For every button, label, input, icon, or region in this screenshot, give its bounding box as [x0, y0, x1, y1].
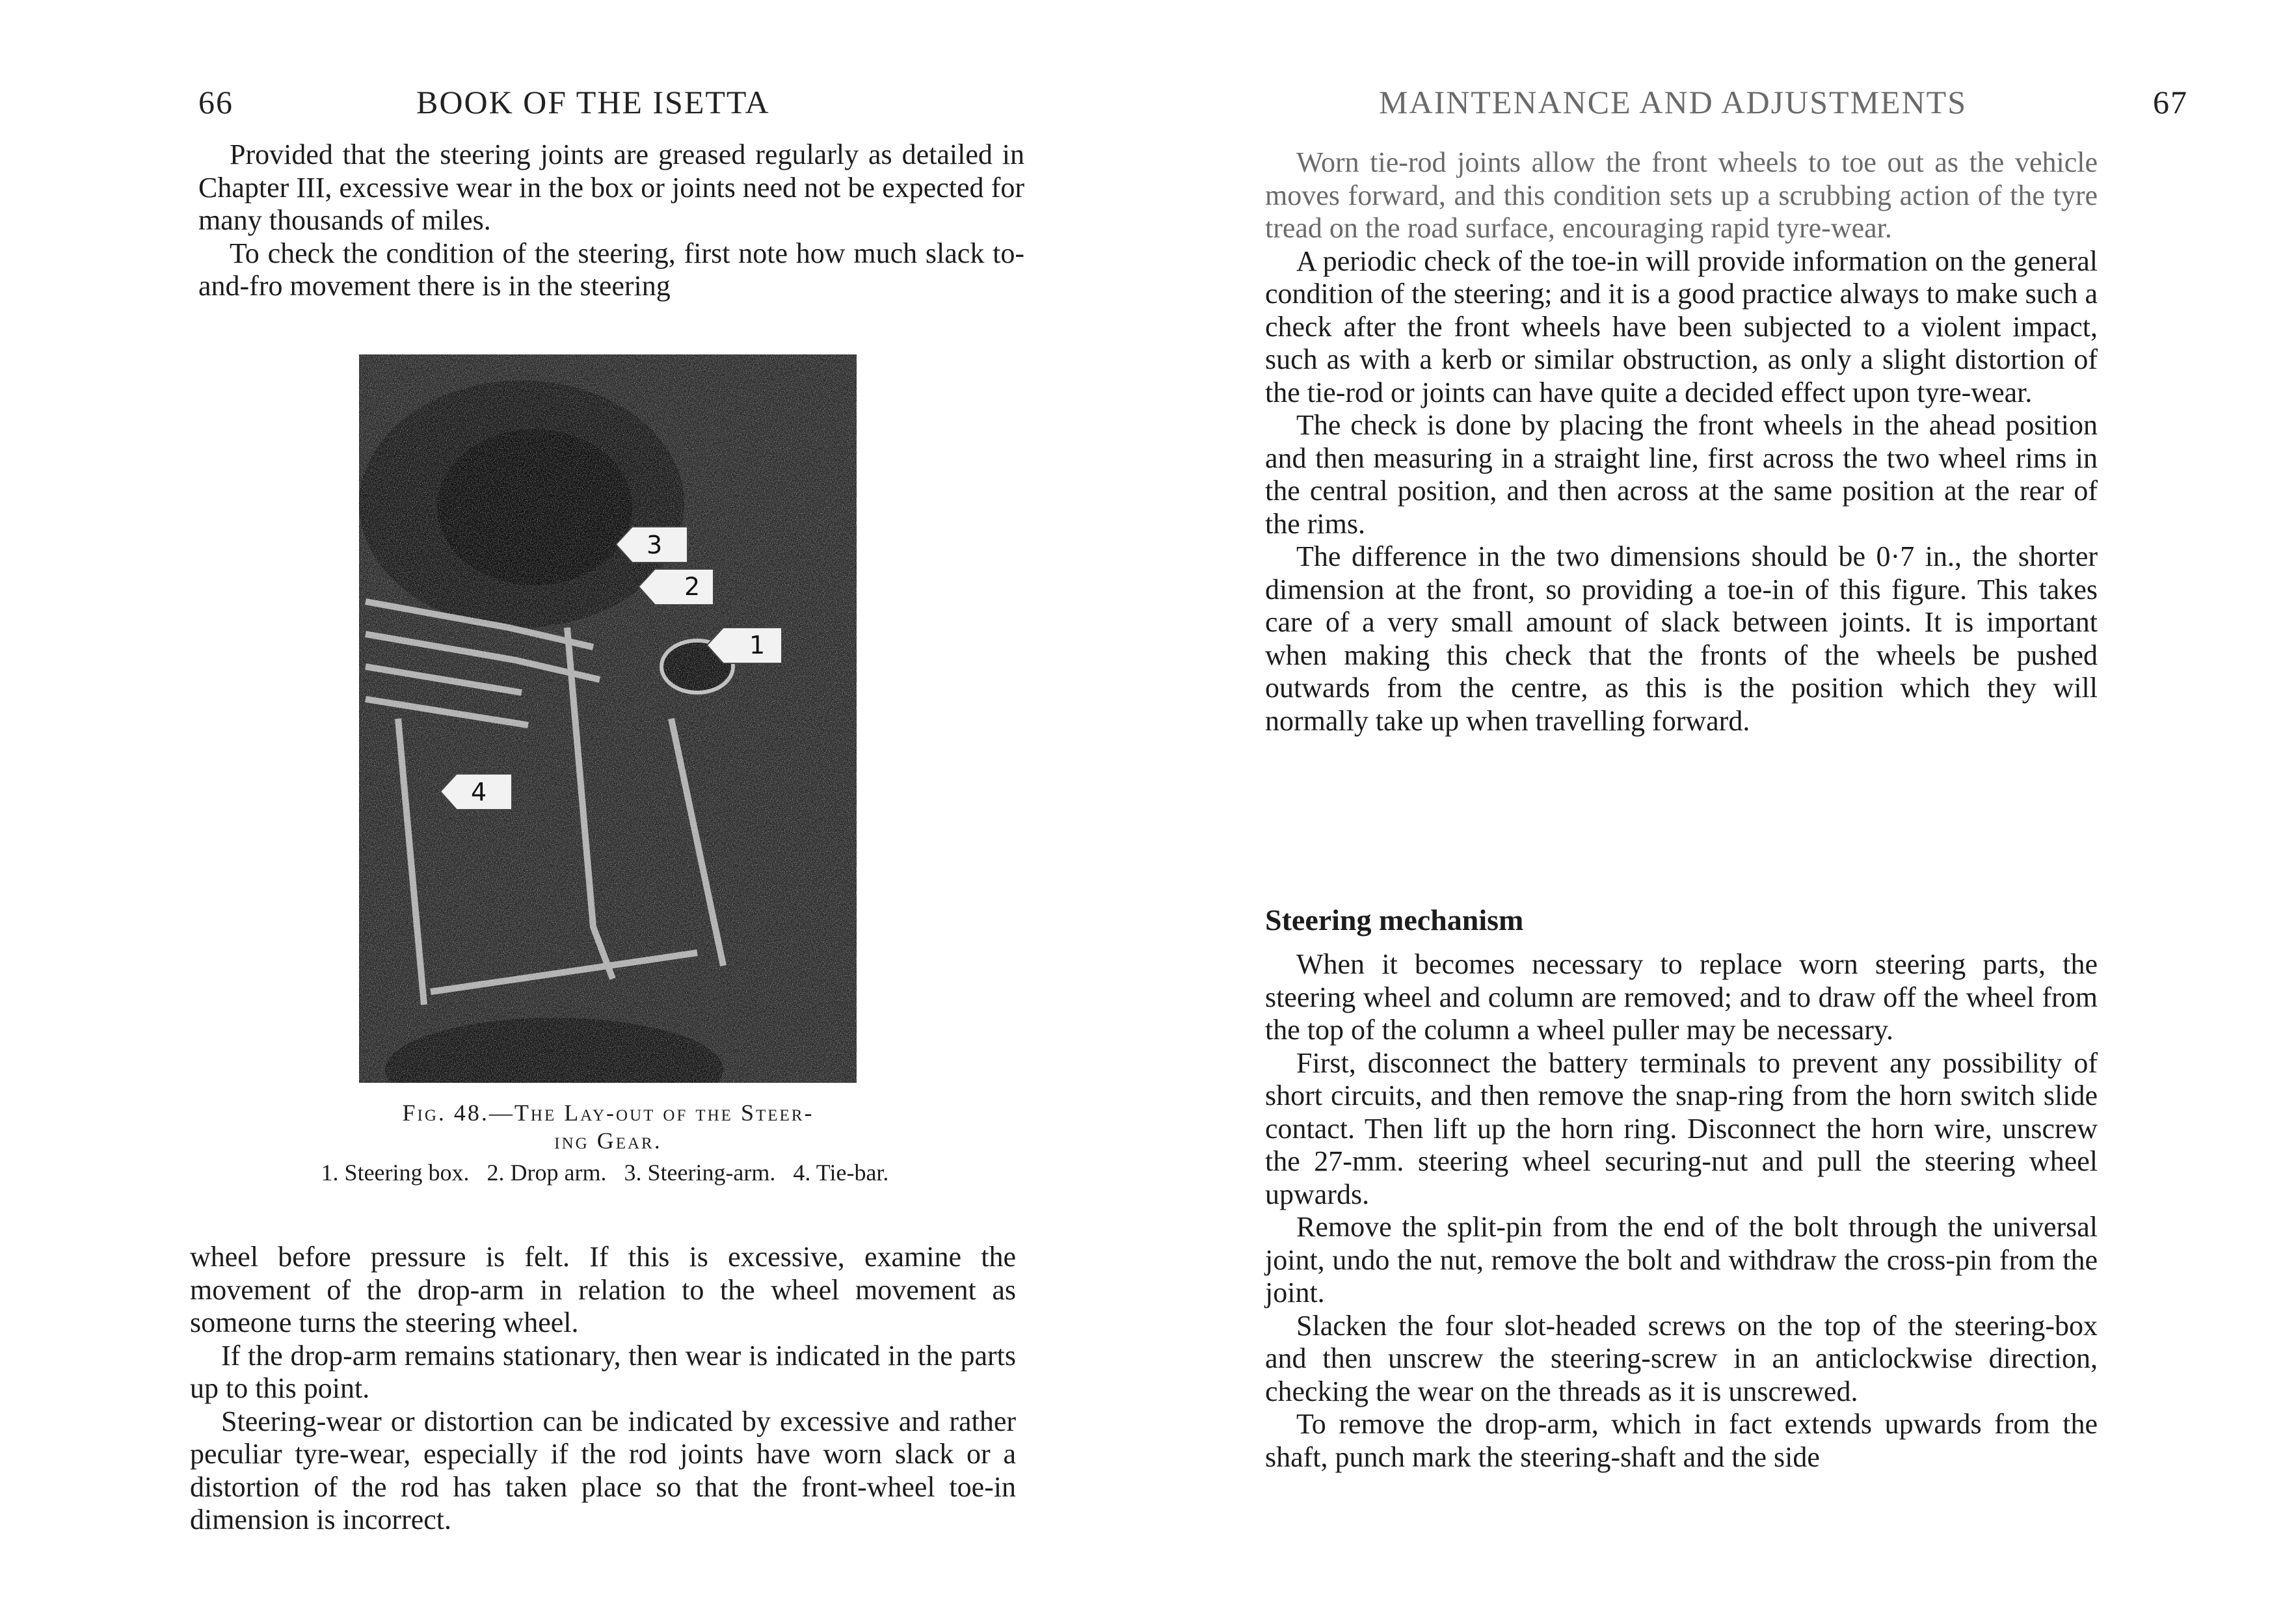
- page-number-left: 66: [198, 84, 234, 120]
- right-bottom-text: [1265, 948, 2098, 1474]
- right-top-text: [1265, 146, 2098, 737]
- paragraph: If the drop-arm remains stationary, then wear is indicated in the parts up to this point.: [190, 1339, 1016, 1404]
- paragraph: The difference in the two dimensions should be 0·7 in., the shorter dimension at the front, so providing a toe-in of this figure. This takes care of a very small amount of slack between joints. It is important when making this check that the fronts of the wheels be pushed outwards from the centre, as this is the position which they will normally take up when travelling forward.: [1265, 540, 2098, 737]
- paragraph: Slacken the four slot-headed screws on the top of the steering-box and then unscrew the steering-screw in an anticlockwise direction, checking the wear on the threads as it is unscrewed.: [1265, 1309, 2098, 1407]
- section-heading: Steering mechanism: [1265, 903, 1524, 936]
- running-head-left: BOOK OF THE ISETTA: [416, 84, 770, 120]
- callout-1: 1: [749, 631, 766, 659]
- figure-legend: 1. Steering box. 2. Drop arm. 3. Steering-arm. 4. Tie-bar.: [321, 1160, 889, 1186]
- page-number-right: 67: [2153, 84, 2188, 120]
- callout-4: 4: [471, 778, 487, 806]
- paragraph: First, disconnect the battery terminals to prevent any possibility of short circuits, and then remove the snap-ring from the horn switch slide contact. Then lift up the horn ring. Disconnect the horn wire, unscrew the 27-mm. steering wheel securing-nut and pull the steering wheel upwards.: [1265, 1046, 2098, 1210]
- paragraph: Provided that the steering joints are greased regularly as detailed in Chapter III, excessive wear in the box or joints need not be expected for many thousands of miles.: [198, 139, 1024, 236]
- paragraph: The check is done by placing the front wheels in the ahead position and then measuring in a straight line, first across the two wheel rims in the central position, and then across at the same position at the rear of the rims.: [1265, 409, 2098, 540]
- paragraph: Remove the split-pin from the end of the bolt through the universal joint, undo the nut, remove the bolt and withdraw the cross-pin from the joint.: [1265, 1211, 2098, 1308]
- paragraph: To check the condition of the steering, first note how much slack to-and-fro movement there is in the steering: [198, 237, 1024, 302]
- paragraph: wheel before pressure is felt. If this is excessive, examine the movement of the drop-arm in relation to the wheel movement as someone turns the steering wheel.: [190, 1241, 1016, 1338]
- callout-2: 2: [684, 572, 701, 601]
- paragraph: Steering-wear or distortion can be indicated by excessive and rather peculiar tyre-wear, especially if the rod joints have worn slack or a distortion of the rod has taken place so that the front-wheel toe-in dimension is incorrect.: [190, 1405, 1016, 1535]
- paragraph: A periodic check of the toe-in will provide information on the general condition of the steering; and it is a good practice always to make such a check after the front wheels have been subjected to a violent impact, such as with a kerb or similar obstruction, as only a slight distortion of the tie-rod or joints can have quite a decided effect upon tyre-wear.: [1265, 245, 2098, 408]
- left-bottom-text: [190, 1241, 1016, 1537]
- figure-caption-line2: ing Gear.: [554, 1128, 662, 1154]
- figure-caption-line1: Fig. 48.—The Lay-out of the Steer-: [402, 1100, 814, 1126]
- running-head-right: MAINTENANCE AND ADJUSTMENTS: [1379, 84, 1968, 120]
- paragraph: When it becomes necessary to replace worn steering parts, the steering wheel and column are removed; and to draw off the wheel from the top of the column a wheel puller may be necessary.: [1265, 948, 2098, 1046]
- steering-gear-photo: [359, 354, 857, 1083]
- paragraph: To remove the drop-arm, which in fact extends upwards from the shaft, punch mark the steering-shaft and the side: [1265, 1408, 2098, 1473]
- right-page: [1148, 0, 2296, 1620]
- paragraph: Worn tie-rod joints allow the front wheels to toe out as the vehicle moves forward, and this condition sets up a scrubbing action of the tyre tread on the road surface, encouraging rapid tyre-wear.: [1265, 146, 2098, 244]
- callout-3: 3: [647, 531, 663, 559]
- left-top-text: [198, 139, 1024, 303]
